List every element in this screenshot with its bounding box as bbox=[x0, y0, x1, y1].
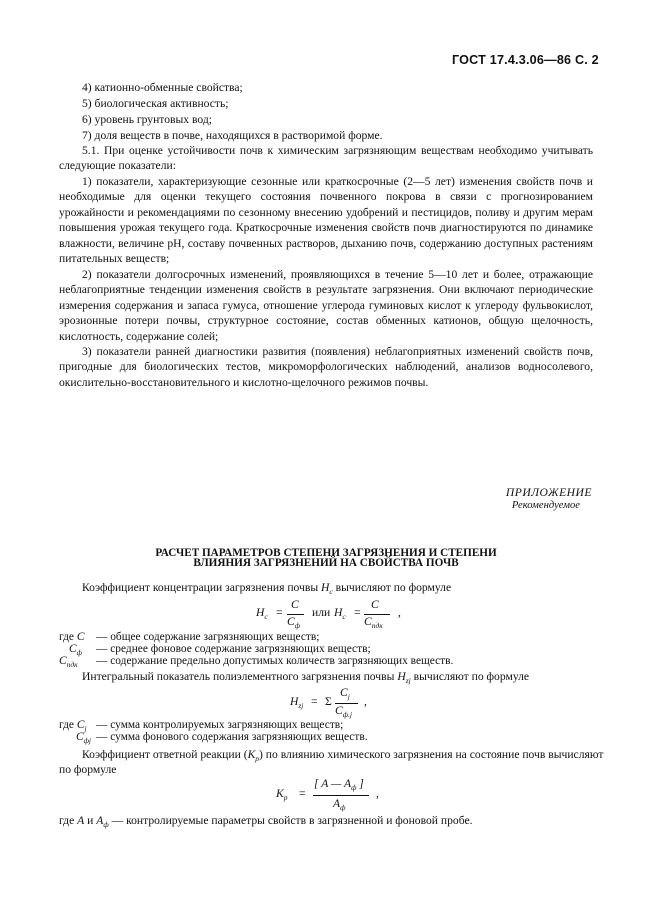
formula-1-comma: , bbox=[398, 606, 401, 619]
list-item: 6) уровень грунтовых вод; bbox=[82, 113, 212, 126]
formula-2-sigma: Σ bbox=[325, 695, 332, 708]
formula-1-denominator: $C_ф$ bbox=[287, 615, 301, 630]
list-item: 7) доля веществ в почве, находящихся в растворимой форме. bbox=[82, 129, 383, 142]
formula-2-comma: , bbox=[364, 695, 367, 708]
formula-2-where: где $C_j$ bbox=[59, 719, 87, 733]
formula-2-def-2-sym: $C_{фj}$ bbox=[76, 731, 92, 745]
formula-2 bbox=[290, 685, 390, 719]
formula-3-equals: = bbox=[299, 787, 306, 800]
formula-1-intro-var: H bbox=[321, 581, 330, 594]
formula-1-equals-alt: = bbox=[354, 606, 361, 619]
appendix-title: ПРИЛОЖЕНИЕ bbox=[505, 486, 592, 499]
formula-2-equals: = bbox=[311, 695, 318, 708]
formula-1-def-3: — содержание предельно допустимых количеств загрязняющих веществ. bbox=[96, 655, 454, 667]
paragraph-5-1: 5.1. При оценке устойчивости почв к химическим загрязняющим веществам необходимо учитывать следующие показатели: bbox=[59, 144, 593, 173]
appendix-subtitle: Рекомендуемое bbox=[511, 500, 580, 511]
formula-3 bbox=[276, 776, 386, 812]
formula-3-fraction-line bbox=[313, 795, 369, 796]
formula-1-equals: = bbox=[276, 606, 283, 619]
formula-1 bbox=[256, 598, 416, 630]
section-title-line-2: ВЛИЯНИЯ ЗАГРЯЗНЕНИЙ НА СВОЙСТВА ПОЧВ bbox=[193, 557, 459, 569]
formula-2-def-1: — сумма контролируемых загрязняющих веществ; bbox=[96, 719, 344, 731]
formula-1-def-2-sym: $C_ф$ bbox=[69, 643, 82, 657]
formula-1-lhs: $H_c$ bbox=[256, 606, 268, 621]
formula-1-numerator: C bbox=[291, 598, 299, 611]
formula-1-denominator-alt: $C_{пдк}$ bbox=[364, 615, 383, 630]
formula-2-numerator: $C_j$ bbox=[340, 686, 350, 701]
formula-1-lhs-alt: $H_c$ bbox=[334, 606, 346, 621]
formula-3-numerator: [ A — $A_ф$ ] bbox=[314, 777, 364, 792]
paragraph-item-3: 3) показатели ранней диагностики развития (появления) неблагоприятных изменений свойств почв, пригодные для биологических тестов, микроморфологических наблюдений, анализов водносолевого, окислительно-восстановительного и кислотно-щелочного режимов почвы. bbox=[59, 345, 593, 389]
formula-3-intro-cont: по формуле bbox=[59, 763, 117, 776]
formula-3-comma: , bbox=[376, 787, 379, 800]
formula-1-intro-var-sub: c bbox=[329, 587, 333, 596]
formula-1-intro-end: вычисляют по формуле bbox=[335, 581, 452, 594]
paragraph-item-2: 2) показатели долгосрочных изменений, проявляющихся в течение 5—10 лет и более, отражающие неблагоприятные тенденции изменения свойств в результате загрязнения. Они включают периодические измерения содержания и запаса гумуса, отношение углерода гуминовых кислот к углероду фульвокислот, эрозионные потери почвы, структурное состояние, состав обменных катионов, общую щелочность, кислотность, содержание солей; bbox=[59, 268, 593, 343]
formula-1-intro bbox=[82, 580, 451, 599]
formula-1-or: или bbox=[312, 606, 331, 619]
paragraph-item-1: 1) показатели, характеризующие сезонные или краткосрочные (2—5 лет) изменения свойств почв и необходимые для оценки текущего состояния почвенного покрова в связи с прогнозированием урожайности и рекомендациями по сезонному внесению удобрений и пестицидов, поливу и другим мерам повышения урожая текущего года. Краткосрочные изменения свойств почв диагностируются по динамике влажности, величине pH, составу почвенных растворов, дыханию почв, содержанию доступных растениям питательных веществ; bbox=[59, 175, 593, 266]
formula-3-denominator: $A_ф$ bbox=[333, 797, 346, 812]
formula-3-intro: Коэффициент ответной реакции $(K_р)$ по влиянию химического загрязнения на состояние почв вычисляют bbox=[82, 748, 604, 763]
formula-2-def-2: — сумма фонового содержания загрязняющих веществ. bbox=[96, 731, 368, 743]
list-item: 4) катионно-обменные свойства; bbox=[82, 81, 243, 94]
section-title-line-1: РАСЧЕТ ПАРАМЕТРОВ СТЕПЕНИ ЗАГРЯЗНЕНИЯ И СТЕПЕНИ bbox=[155, 547, 497, 559]
formula-3-def: где A и $A_ф$ — контролируемые параметры свойств в загрязненной и фоновой пробе. bbox=[59, 814, 473, 829]
formula-1-def-3-sym: $C_{пдк}$ bbox=[59, 655, 78, 669]
list-item: 5) биологическая активность; bbox=[82, 97, 229, 110]
formula-1-def-1: — общее содержание загрязняющих веществ; bbox=[96, 631, 320, 643]
formula-3-lhs: $K_р$ bbox=[276, 787, 288, 802]
formula-2-denominator: $C_{ф.j}$ bbox=[335, 704, 353, 719]
formula-2-lhs: $H_{zj}$ bbox=[290, 695, 304, 710]
formula-1-def-2: — среднее фоновое содержание загрязняющих веществ; bbox=[96, 643, 371, 655]
page-header: ГОСТ 17.4.3.06—86 С. 2 bbox=[452, 53, 599, 67]
formula-1-numerator-alt: C bbox=[371, 598, 379, 611]
formula-1-intro-text: Коэффициент концентрации загрязнения почвы bbox=[82, 581, 319, 594]
formula-2-intro: Интегральный показатель полиэлементного загрязнения почвы $H_{zj}$ вычисляют по формуле bbox=[82, 670, 530, 685]
formula-1-where: где C bbox=[59, 631, 85, 643]
